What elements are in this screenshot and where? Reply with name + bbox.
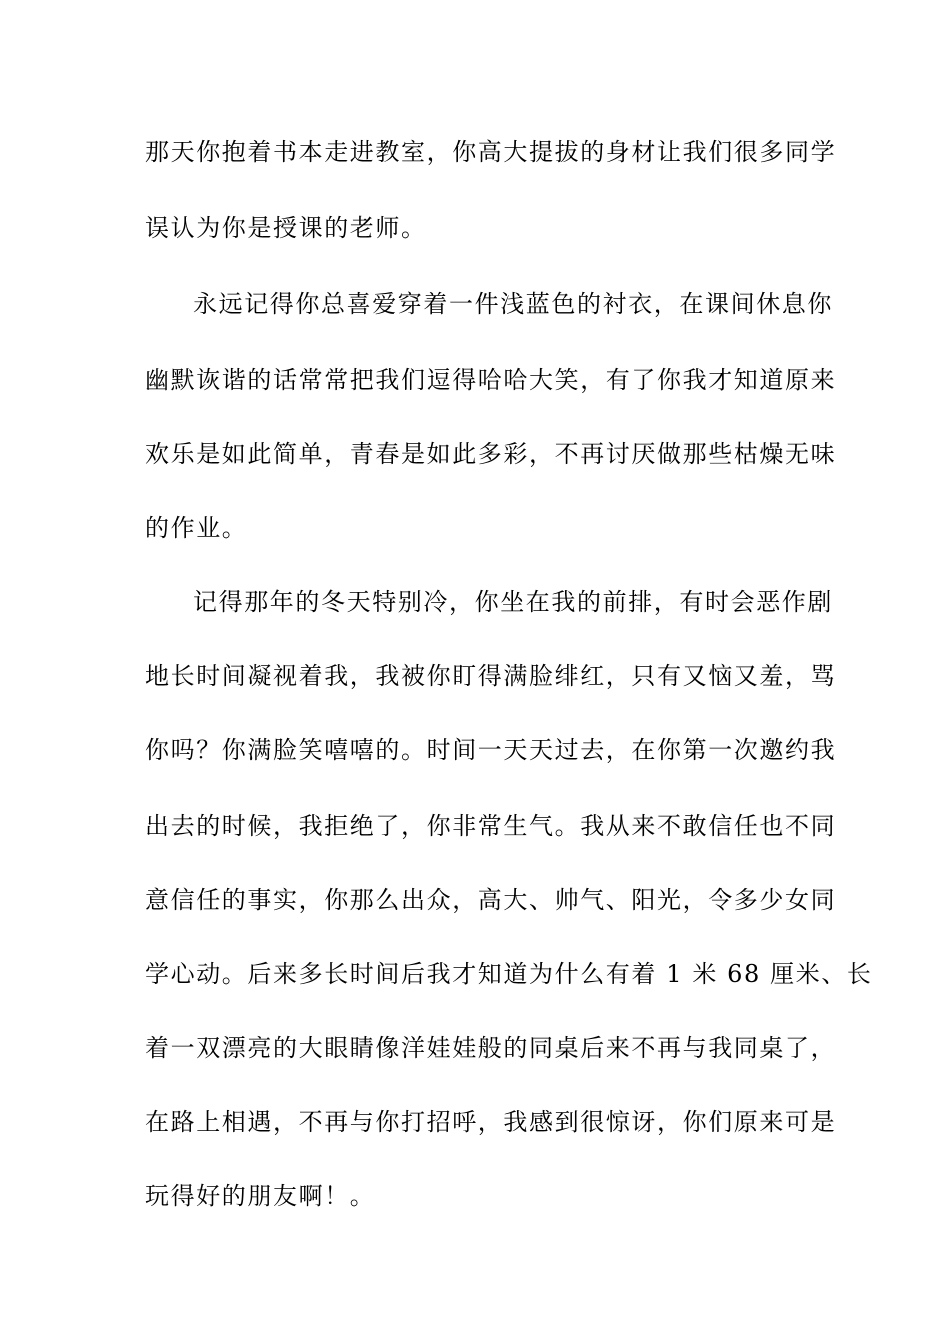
text-line: 着一双漂亮的大眼睛像洋娃娃般的同桌后来不再与我同桌了，	[145, 1034, 837, 1062]
text-line: 你吗？你满脸笑嘻嘻的。时间一天天过去，在你第一次邀约我	[145, 736, 837, 764]
text-line: 学心动。后来多长时间后我才知道为什么有着 1 米 68 厘米、长	[145, 960, 873, 988]
text-line: 欢乐是如此简单，青春是如此多彩，不再讨厌做那些枯燥无味	[145, 440, 837, 468]
text-line: 的作业。	[145, 514, 248, 542]
text-line: 意信任的事实，你那么出众，高大、帅气、阳光，令多少女同	[145, 886, 837, 914]
text-line: 在路上相遇，不再与你打招呼，我感到很惊讶，你们原来可是	[145, 1108, 837, 1136]
text-line: 记得那年的冬天特别冷，你坐在我的前排，有时会恶作剧	[193, 588, 833, 616]
text-line: 那天你抱着书本走进教室，你高大提拔的身材让我们很多同学	[145, 138, 837, 166]
text-line: 永远记得你总喜爱穿着一件浅蓝色的衬衣，在课间休息你	[193, 290, 833, 318]
text-line: 误认为你是授课的老师。	[145, 214, 427, 242]
text-line: 地长时间凝视着我，我被你盯得满脸绯红，只有又恼又羞，骂	[145, 662, 837, 690]
text-line: 出去的时候，我拒绝了，你非常生气。我从来不敢信任也不同	[145, 812, 837, 840]
text-line: 幽默诙谐的话常常把我们逗得哈哈大笑，有了你我才知道原来	[145, 366, 837, 394]
text-line: 玩得好的朋友啊！。	[145, 1182, 376, 1210]
